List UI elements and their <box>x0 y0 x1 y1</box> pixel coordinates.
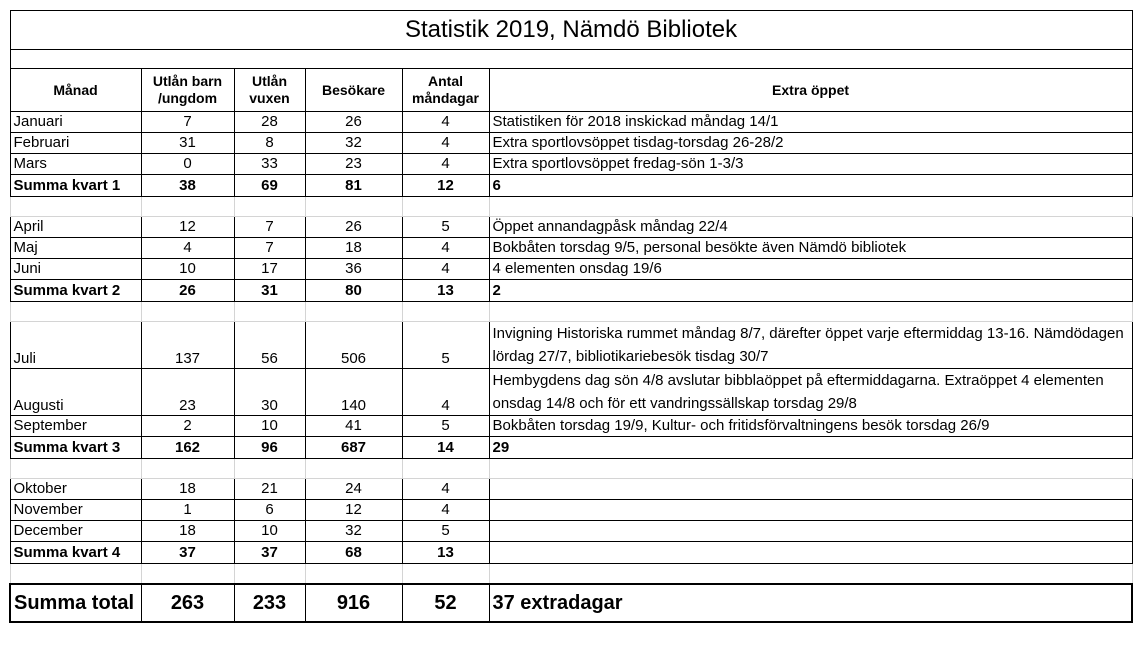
header-adult-loans: Utlån vuxen <box>234 69 305 112</box>
total-extra: 37 extradagar <box>489 584 1132 622</box>
cell-month: Januari <box>10 112 141 133</box>
cell-mondays: 5 <box>402 521 489 542</box>
cell-adult: 10 <box>234 416 305 437</box>
quarter-sum-row <box>10 437 1132 459</box>
sum-adult: 31 <box>234 280 305 302</box>
table-row <box>10 369 1132 416</box>
cell-visitors: 32 <box>305 521 402 542</box>
cell-mondays: 4 <box>402 238 489 259</box>
spacer-row <box>10 564 1132 585</box>
sum-extra: 2 <box>489 280 1132 302</box>
cell-child: 12 <box>141 217 234 238</box>
cell-visitors: 26 <box>305 217 402 238</box>
cell-visitors: 41 <box>305 416 402 437</box>
table-row <box>10 259 1132 280</box>
cell-adult: 8 <box>234 133 305 154</box>
cell-mondays: 4 <box>402 154 489 175</box>
cell-child: 0 <box>141 154 234 175</box>
cell-visitors: 32 <box>305 133 402 154</box>
sum-adult: 37 <box>234 542 305 564</box>
sum-mondays: 14 <box>402 437 489 459</box>
cell-extra <box>489 500 1132 521</box>
table-row <box>10 217 1132 238</box>
header-visitors: Besökare <box>305 69 402 112</box>
cell-month: Juli <box>10 322 141 369</box>
cell-visitors: 23 <box>305 154 402 175</box>
sum-visitors: 81 <box>305 175 402 197</box>
cell-extra: Extra sportlovsöppet tisdag-torsdag 26-28/2 <box>489 133 1132 154</box>
cell-month: Mars <box>10 154 141 175</box>
sum-mondays: 13 <box>402 280 489 302</box>
cell-child: 7 <box>141 112 234 133</box>
cell-extra: Öppet annandagpåsk måndag 22/4 <box>489 217 1132 238</box>
cell-adult: 56 <box>234 322 305 369</box>
cell-extra: Bokbåten torsdag 19/9, Kultur- och fritidsförvaltningens besök torsdag 26/9 <box>489 416 1132 437</box>
total-label: Summa total <box>10 584 141 622</box>
cell-child: 1 <box>141 500 234 521</box>
cell-visitors: 18 <box>305 238 402 259</box>
sum-mondays: 13 <box>402 542 489 564</box>
cell-month: Maj <box>10 238 141 259</box>
total-adult: 233 <box>234 584 305 622</box>
cell-adult: 33 <box>234 154 305 175</box>
table-row <box>10 112 1132 133</box>
sum-visitors: 80 <box>305 280 402 302</box>
table-row <box>10 322 1132 369</box>
statistics-sheet <box>9 10 1131 623</box>
cell-adult: 6 <box>234 500 305 521</box>
cell-adult: 17 <box>234 259 305 280</box>
cell-child: 23 <box>141 369 234 416</box>
sum-adult: 96 <box>234 437 305 459</box>
header-mondays: Antal måndagar <box>402 69 489 112</box>
total-visitors: 916 <box>305 584 402 622</box>
cell-adult: 7 <box>234 238 305 259</box>
cell-child: 31 <box>141 133 234 154</box>
sum-extra: 6 <box>489 175 1132 197</box>
cell-adult: 30 <box>234 369 305 416</box>
cell-visitors: 140 <box>305 369 402 416</box>
spacer-row <box>10 197 1132 217</box>
cell-adult: 10 <box>234 521 305 542</box>
cell-mondays: 5 <box>402 416 489 437</box>
cell-visitors: 506 <box>305 322 402 369</box>
cell-extra: Extra sportlovsöppet fredag-sön 1-3/3 <box>489 154 1132 175</box>
sum-mondays: 12 <box>402 175 489 197</box>
cell-visitors: 26 <box>305 112 402 133</box>
header-extra-open: Extra öppet <box>489 69 1132 112</box>
cell-child: 137 <box>141 322 234 369</box>
cell-month: September <box>10 416 141 437</box>
cell-month: December <box>10 521 141 542</box>
sum-visitors: 68 <box>305 542 402 564</box>
table-row <box>10 500 1132 521</box>
cell-extra: Bokbåten torsdag 9/5, personal besökte även Nämdö bibliotek <box>489 238 1132 259</box>
cell-adult: 7 <box>234 217 305 238</box>
cell-mondays: 4 <box>402 133 489 154</box>
total-mondays: 52 <box>402 584 489 622</box>
cell-mondays: 4 <box>402 369 489 416</box>
cell-month: Juni <box>10 259 141 280</box>
cell-visitors: 12 <box>305 500 402 521</box>
cell-mondays: 5 <box>402 217 489 238</box>
spacer-row <box>10 459 1132 479</box>
cell-child: 18 <box>141 521 234 542</box>
cell-month: Februari <box>10 133 141 154</box>
sum-visitors: 687 <box>305 437 402 459</box>
sum-child: 162 <box>141 437 234 459</box>
cell-month: Augusti <box>10 369 141 416</box>
spacer-row <box>10 302 1132 322</box>
statistics-table <box>9 10 1133 623</box>
table-row <box>10 521 1132 542</box>
cell-visitors: 36 <box>305 259 402 280</box>
cell-mondays: 5 <box>402 322 489 369</box>
cell-adult: 21 <box>234 479 305 500</box>
sum-child: 38 <box>141 175 234 197</box>
quarter-sum-row <box>10 175 1132 197</box>
cell-extra <box>489 521 1132 542</box>
cell-extra: 4 elementen onsdag 19/6 <box>489 259 1132 280</box>
cell-child: 2 <box>141 416 234 437</box>
cell-extra <box>489 479 1132 500</box>
table-row <box>10 479 1132 500</box>
cell-extra: Statistiken för 2018 inskickad måndag 14/1 <box>489 112 1132 133</box>
cell-extra: Hembygdens dag sön 4/8 avslutar bibblaöppet på eftermiddagarna. Extraöppet 4 elementen onsdag 14/8 och för ett vandringssällskap torsdag 29/8 <box>489 369 1132 416</box>
sum-child: 37 <box>141 542 234 564</box>
cell-mondays: 4 <box>402 479 489 500</box>
total-child: 263 <box>141 584 234 622</box>
sum-extra: 29 <box>489 437 1132 459</box>
blank-row <box>10 50 1132 69</box>
cell-mondays: 4 <box>402 259 489 280</box>
cell-mondays: 4 <box>402 500 489 521</box>
header-child-loans: Utlån barn /ungdom <box>141 69 234 112</box>
cell-extra: Invigning Historiska rummet måndag 8/7, därefter öppet varje eftermiddag 13-16. Nämdödagen lördag 27/7, bibliotikariebesök tisdag 30/7 <box>489 322 1132 369</box>
sum-adult: 69 <box>234 175 305 197</box>
cell-month: Oktober <box>10 479 141 500</box>
quarter-sum-row <box>10 542 1132 564</box>
cell-child: 18 <box>141 479 234 500</box>
header-row <box>10 69 1132 112</box>
sum-label: Summa kvart 3 <box>10 437 141 459</box>
sum-child: 26 <box>141 280 234 302</box>
total-row <box>10 584 1132 622</box>
cell-month: April <box>10 217 141 238</box>
title-row <box>10 11 1132 50</box>
header-month: Månad <box>10 69 141 112</box>
sheet-title: Statistik 2019, Nämdö Bibliotek <box>10 11 1132 50</box>
table-row <box>10 416 1132 437</box>
table-row <box>10 133 1132 154</box>
cell-child: 10 <box>141 259 234 280</box>
table-row <box>10 154 1132 175</box>
cell-visitors: 24 <box>305 479 402 500</box>
sum-extra <box>489 542 1132 564</box>
cell-child: 4 <box>141 238 234 259</box>
cell-mondays: 4 <box>402 112 489 133</box>
sum-label: Summa kvart 1 <box>10 175 141 197</box>
cell-month: November <box>10 500 141 521</box>
quarter-sum-row <box>10 280 1132 302</box>
table-row <box>10 238 1132 259</box>
sum-label: Summa kvart 2 <box>10 280 141 302</box>
cell-adult: 28 <box>234 112 305 133</box>
sum-label: Summa kvart 4 <box>10 542 141 564</box>
